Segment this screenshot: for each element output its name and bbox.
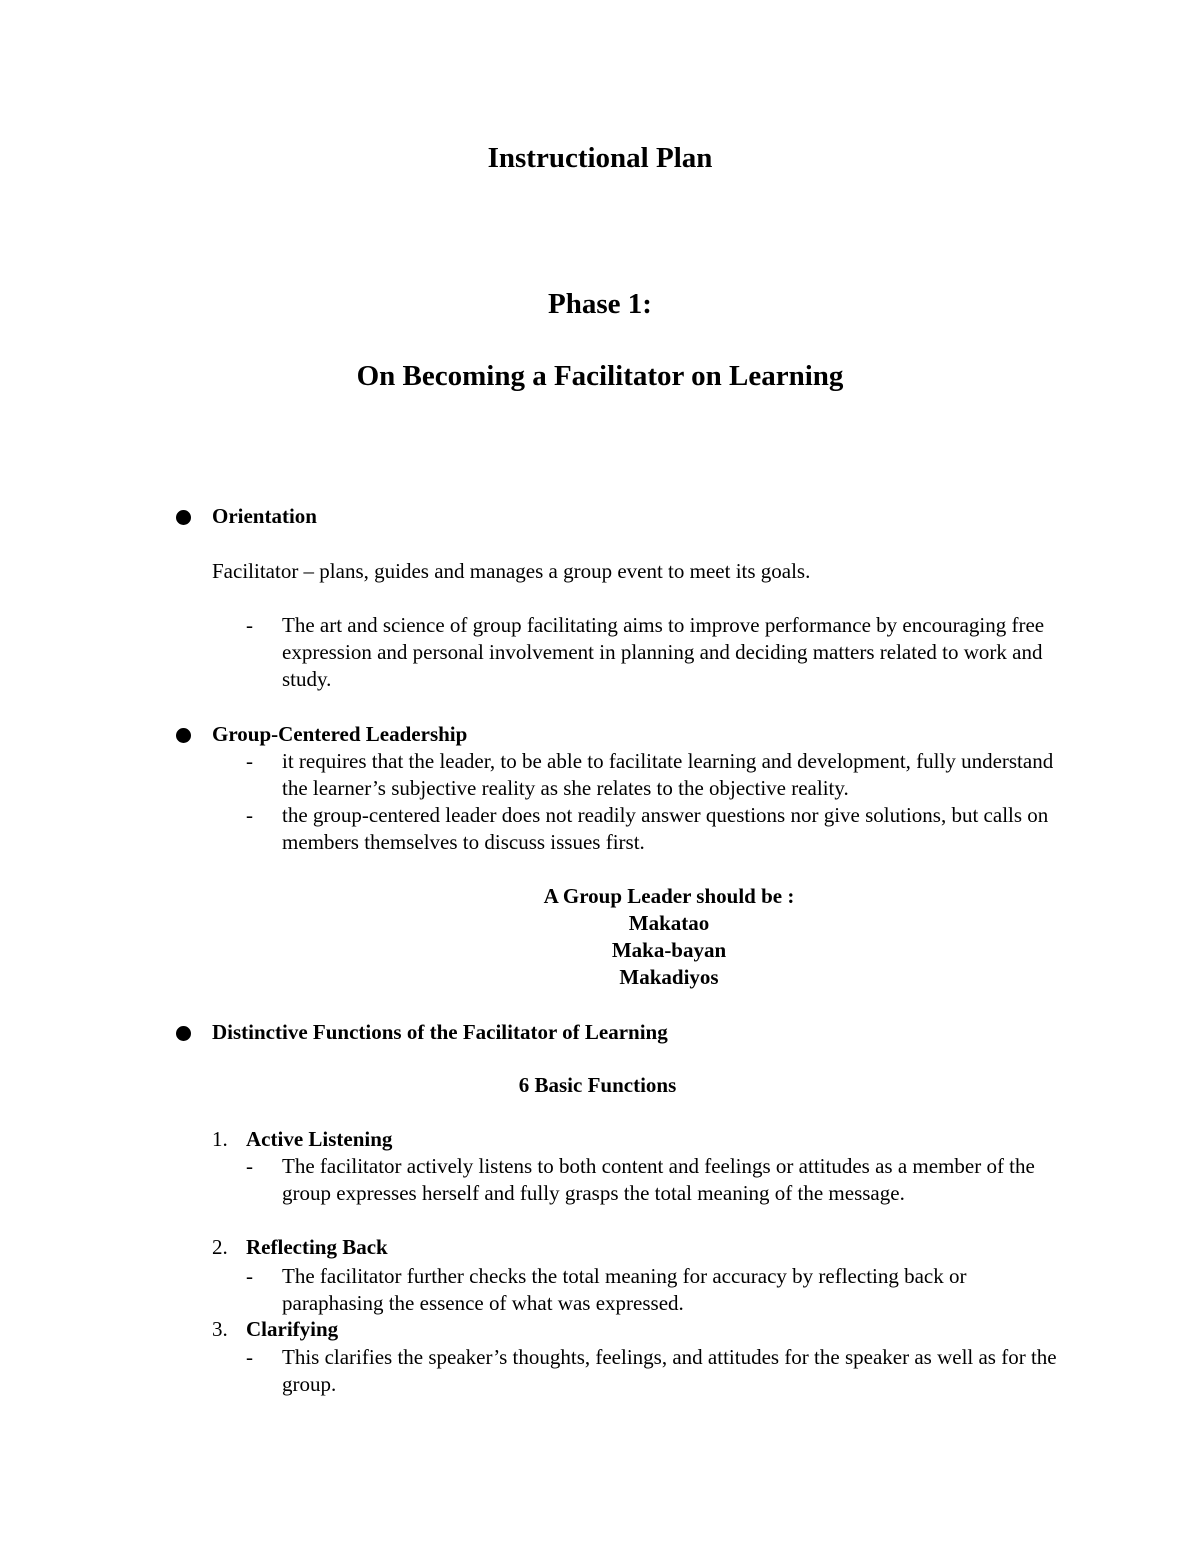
bullet-icon [176,728,191,743]
document-subtitle: On Becoming a Facilitator on Learning [356,360,844,392]
dash-marker: - [246,1154,253,1178]
section-heading-group-centered: Group-Centered Leadership [212,722,468,746]
list-item-text: the group-centered leader does not readily answer questions nor give solutions, but calls on members themselves to discuss issues first. [282,803,1049,854]
section-heading-distinctive: Distinctive Functions of the Facilitator of Learning [212,1020,668,1044]
bullet-icon [176,510,191,525]
dash-marker: - [246,1345,253,1369]
facilitator-definition: Facilitator – plans, guides and manages a group event to meet its goals. [212,559,811,583]
quality-item: Maka-bayan [611,938,727,962]
function-name: Clarifying [246,1317,339,1341]
bullet-icon [176,1026,191,1041]
group-leader-heading: A Group Leader should be : [543,884,795,908]
function-number: 3. [212,1317,228,1341]
section-heading-orientation: Orientation [212,504,317,528]
list-item-text: The art and science of group facilitating aims to improve performance by encouraging free expression and personal involvement in planning and deciding matters related to work and study. [282,613,1045,691]
function-item [212,1316,338,1343]
list-item-text: it requires that the leader, to be able to facilitate learning and development, fully understand the learner’s subjective reality as she relates to the objective reality. [282,749,1054,800]
function-number: 2. [212,1235,228,1259]
function-name: Active Listening [246,1127,393,1151]
function-item [212,1126,392,1153]
dash-marker: - [246,1264,253,1288]
quality-item: Makatao [628,911,710,935]
list-item-text: The facilitator actively listens to both content and feelings or attitudes as a member of the group expresses herself and fully grasps the total meaning of the message. [282,1154,1035,1205]
list-item-text: This clarifies the speaker’s thoughts, feelings, and attitudes for the speaker as well as for the group. [282,1345,1057,1396]
list-item-text: The facilitator further checks the total meaning for accuracy by reflecting back or paraphasing the essence of what was expressed. [282,1264,967,1315]
functions-subheading: 6 Basic Functions [518,1073,677,1097]
dash-marker: - [246,803,253,827]
function-name: Reflecting Back [246,1235,388,1259]
document-title: Instructional Plan [487,142,713,174]
function-item [212,1234,388,1261]
dash-marker: - [246,749,253,773]
quality-item: Makadiyos [619,965,719,989]
phase-heading: Phase 1: [548,288,652,320]
dash-marker: - [246,613,253,637]
function-number: 1. [212,1127,228,1151]
